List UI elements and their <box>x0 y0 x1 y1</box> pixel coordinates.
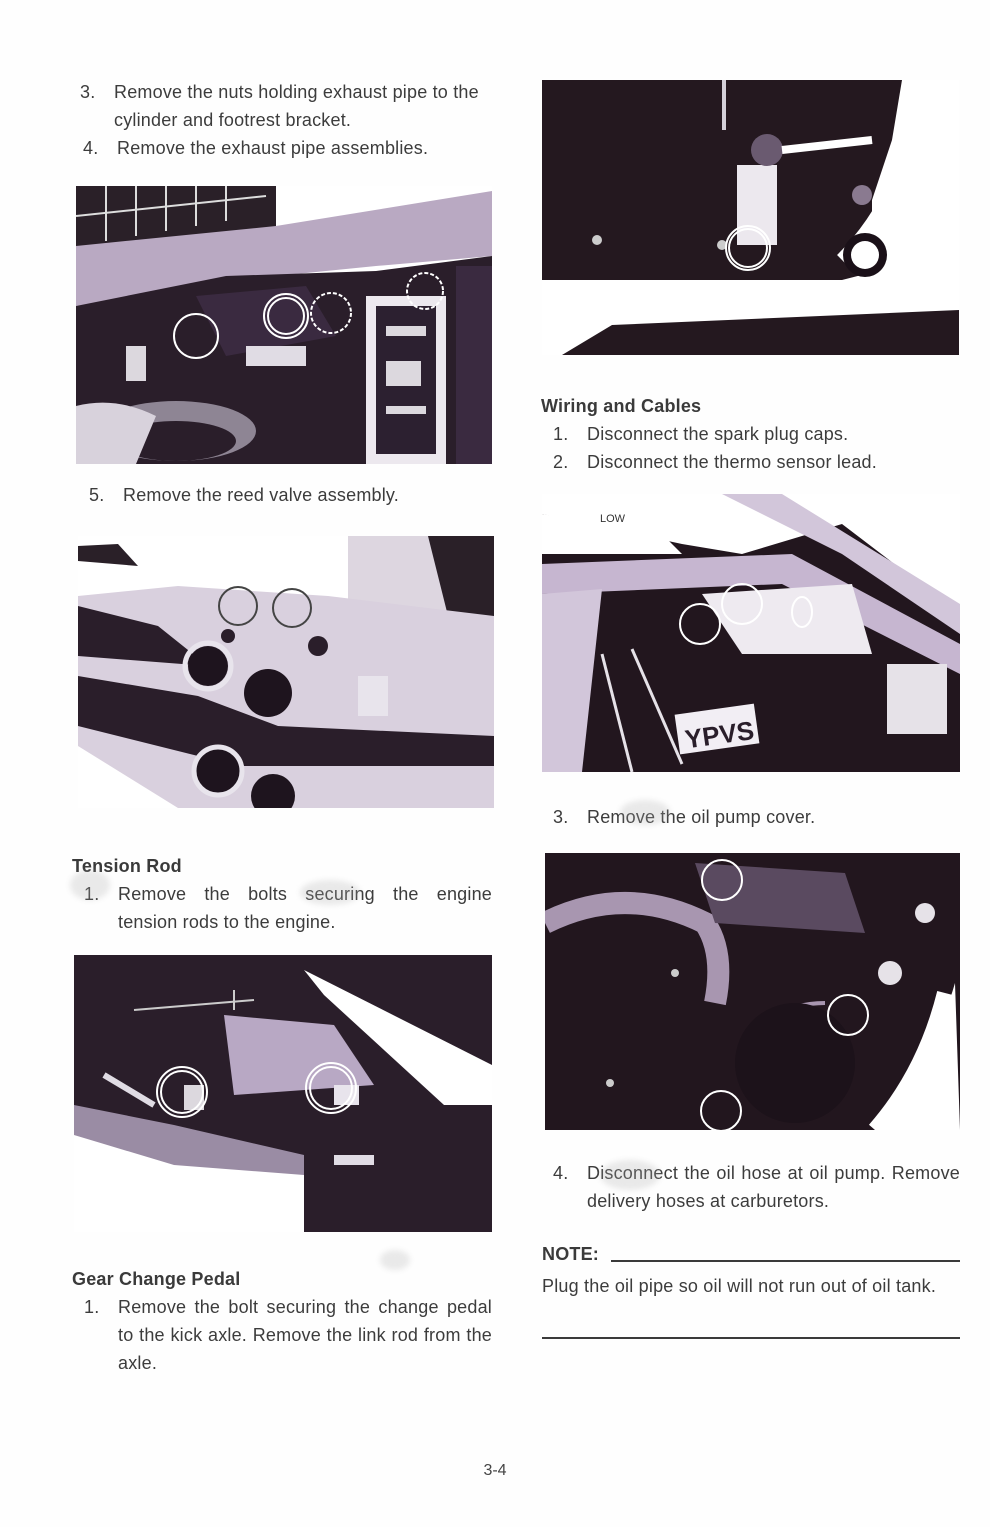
svg-text:LOW: LOW <box>600 513 626 525</box>
step-number: 3. <box>80 82 96 102</box>
note-label: NOTE: <box>542 1244 599 1264</box>
oil-pump-photo-image <box>545 853 960 1130</box>
oil-pump-step <box>553 803 953 831</box>
reed-valve-photo-image <box>78 536 494 808</box>
step-number: 4. <box>553 1163 569 1183</box>
step-number: 1. <box>553 424 569 444</box>
step-text: Disconnect the spark plug caps. <box>587 424 849 444</box>
tension-rod-heading: Tension Rod <box>72 856 182 876</box>
scan-smudge <box>380 1250 410 1270</box>
page-number: 3-4 <box>483 1462 507 1479</box>
wiring-heading: Wiring and Cables <box>541 396 702 416</box>
step-4-exhaust <box>83 134 492 162</box>
step-text: Remove the reed valve assembly. <box>123 485 399 505</box>
tension-rod-section <box>72 852 492 936</box>
svg-text:YPVS: YPVS <box>683 715 756 755</box>
change-pedal-photo-image <box>542 80 959 355</box>
note-header <box>542 1240 960 1268</box>
wiring-step-2 <box>553 448 961 476</box>
step-number: 1. <box>84 884 100 904</box>
wiring-section <box>541 392 961 476</box>
scan-smudge <box>300 880 360 905</box>
step-number: 4. <box>83 138 99 158</box>
gear-change-pedal-heading: Gear Change Pedal <box>72 1269 241 1289</box>
tension-rod-step-1 <box>84 880 492 936</box>
step-number: 3. <box>553 807 569 827</box>
exhaust-steps <box>80 78 492 162</box>
scan-smudge <box>620 800 670 825</box>
note-footer-rule <box>542 1337 960 1339</box>
photo-oil-pump-cover <box>545 853 960 1130</box>
note-text: Plug the oil pipe so oil will not run out of oil tank. <box>542 1276 937 1296</box>
step-5-reed <box>89 481 489 509</box>
step-number: 1. <box>84 1297 100 1317</box>
step-text: Disconnect the thermo sensor lead. <box>587 452 877 472</box>
step-3-exhaust <box>80 78 492 134</box>
step-text: Remove the nuts holding exhaust pipe to the cylinder and footrest bracket. <box>114 82 479 130</box>
step-number: 5. <box>89 485 105 505</box>
step-text: Remove the oil pump cover. <box>587 807 816 827</box>
step-text: Disconnect the oil hose at oil pump. Remove delivery hoses at carburetors. <box>587 1163 960 1211</box>
step-number: 2. <box>553 452 569 472</box>
photo-tension-rod <box>74 955 492 1232</box>
exhaust-photo-image <box>76 186 492 464</box>
step-text: Remove the exhaust pipe assemblies. <box>117 138 429 158</box>
step-3-oil-pump <box>553 803 953 831</box>
photo-change-pedal <box>542 80 959 355</box>
scan-smudge <box>70 870 110 900</box>
note-header-rule <box>611 1260 960 1262</box>
photo-spark-plug-caps <box>542 494 960 772</box>
step-text: Remove the bolt securing the change pedal to the kick axle. Remove the link rod from the axle. <box>118 1297 492 1373</box>
reed-valve-step <box>89 481 489 509</box>
tension-rod-photo-image <box>74 955 492 1232</box>
photo-exhaust-nuts <box>76 186 492 464</box>
wiring-step-1 <box>553 420 961 448</box>
gear-change-step-1 <box>84 1293 492 1377</box>
scan-smudge <box>600 1160 660 1190</box>
spark-plug-photo-image <box>542 494 960 772</box>
note-section <box>542 1240 960 1300</box>
step-text: Remove the bolts securing the engine tension rods to the engine. <box>118 884 492 932</box>
photo-reed-valve <box>78 536 494 808</box>
gear-change-pedal-section <box>72 1265 492 1377</box>
